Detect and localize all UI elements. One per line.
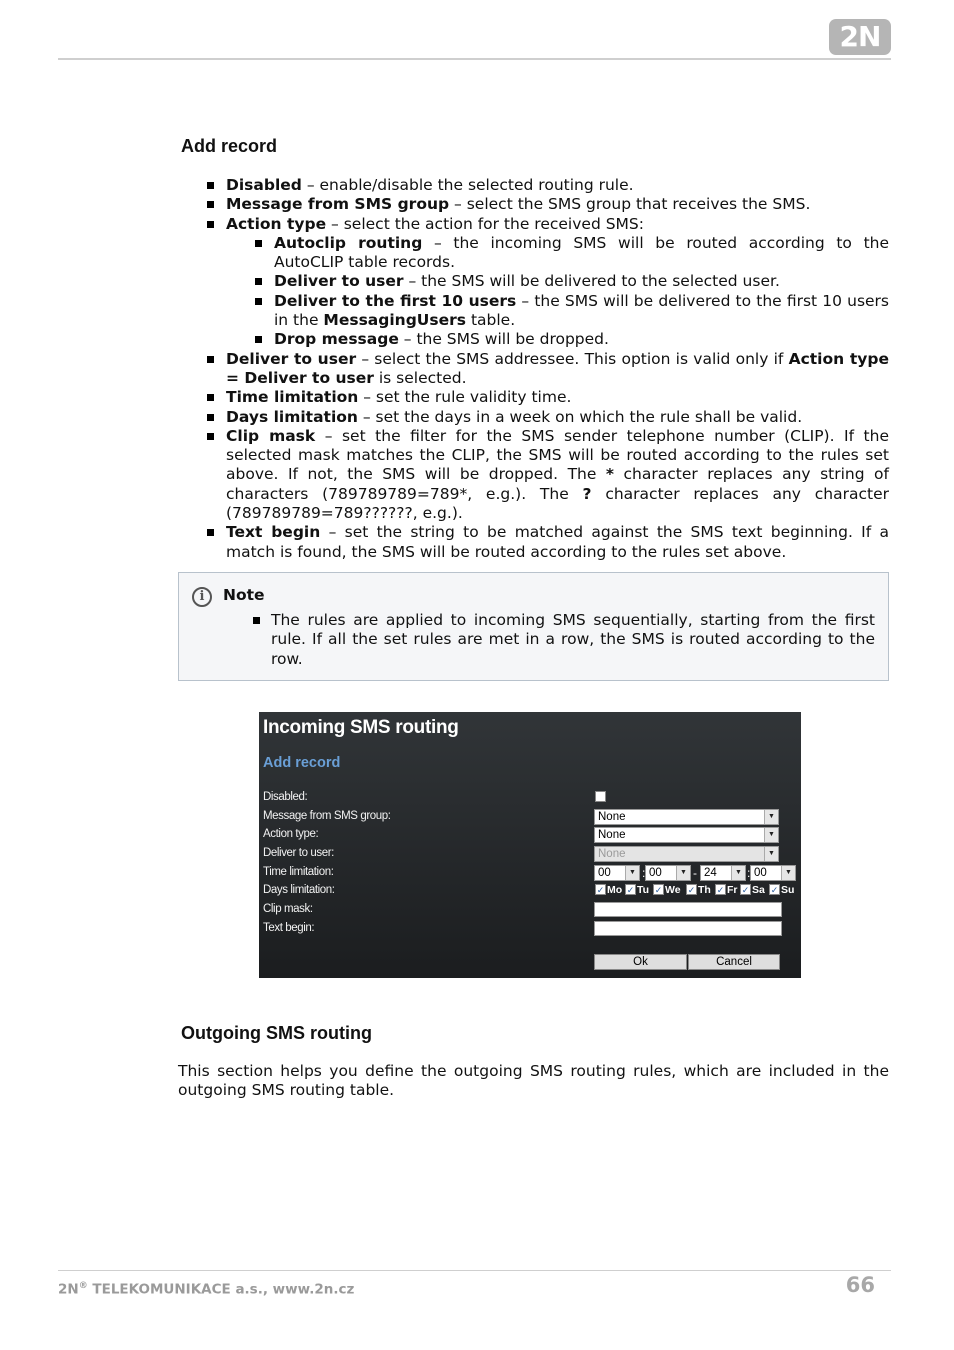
deliver-user-select: None ▼ bbox=[594, 846, 779, 862]
info-icon: i bbox=[192, 587, 212, 607]
time-end-minute-select[interactable]: 00 ▼ bbox=[750, 865, 796, 881]
day-label-mo: Mo bbox=[607, 884, 623, 896]
note-text: The rules are applied to incoming SMS sequentially, starting from the first rule. If all the set rules are met in a row, the SMS is routed according to the row. bbox=[271, 611, 875, 668]
chevron-down-icon: ▼ bbox=[676, 866, 690, 880]
list-item-deliver-to-user: Deliver to user – select the SMS addressee. This option is valid only if Action type = Deliver to user is selected. bbox=[181, 350, 889, 389]
time-colon: : bbox=[642, 866, 646, 880]
clip-mask-input[interactable] bbox=[594, 902, 782, 917]
chevron-down-icon: ▼ bbox=[781, 866, 795, 880]
time-end-hour-select[interactable]: 24 ▼ bbox=[700, 865, 746, 881]
label-days-limitation: Days limitation: bbox=[263, 884, 335, 896]
label-sms-group: Message from SMS group: bbox=[263, 810, 391, 822]
day-checkbox-th[interactable]: ✓ bbox=[687, 885, 696, 895]
field-description-list bbox=[181, 176, 889, 562]
list-item-autoclip: Autoclip routing – the incoming SMS will be routed according to the AutoCLIP table records. bbox=[181, 234, 889, 273]
note-box bbox=[178, 572, 889, 681]
label-time-limitation: Time limitation: bbox=[263, 866, 334, 878]
chevron-down-icon: ▼ bbox=[625, 866, 639, 880]
day-label-sa: Sa bbox=[752, 884, 765, 896]
label-action-type: Action type: bbox=[263, 828, 319, 840]
sms-group-select[interactable]: None ▼ bbox=[594, 809, 779, 825]
panel-subtitle: Add record bbox=[263, 755, 341, 771]
page-number: 66 bbox=[845, 1273, 875, 1297]
chevron-down-icon: ▼ bbox=[764, 828, 778, 842]
day-label-tu: Tu bbox=[637, 884, 650, 896]
chevron-down-icon: ▼ bbox=[764, 847, 778, 861]
list-item-time-limitation: Time limitation – set the rule validity time. bbox=[181, 388, 889, 407]
cancel-button[interactable]: Cancel bbox=[688, 954, 780, 970]
footer-divider bbox=[58, 1270, 891, 1271]
section-title-add-record: Add record bbox=[181, 136, 278, 156]
day-label-th: Th bbox=[698, 884, 711, 896]
ok-button[interactable]: Ok bbox=[594, 954, 687, 970]
time-start-minute-select[interactable]: 00 ▼ bbox=[645, 865, 691, 881]
section-title-outgoing: Outgoing SMS routing bbox=[181, 1023, 372, 1043]
time-dash: - bbox=[693, 866, 697, 880]
disabled-checkbox[interactable] bbox=[595, 791, 606, 802]
list-item-text-begin: Text begin – set the string to be matched against the SMS text beginning. If a match is found, the SMS will be routed according to the rules set above. bbox=[181, 523, 889, 562]
day-checkbox-tu[interactable]: ✓ bbox=[626, 885, 635, 895]
day-checkbox-su[interactable]: ✓ bbox=[770, 885, 779, 895]
chevron-down-icon: ▼ bbox=[764, 810, 778, 824]
time-start-hour-select[interactable]: 00 ▼ bbox=[594, 865, 640, 881]
day-checkbox-fr[interactable]: ✓ bbox=[716, 885, 725, 895]
list-item-deliver-user-action: Deliver to user – the SMS will be delivered to the selected user. bbox=[181, 272, 889, 291]
action-type-select[interactable]: None ▼ bbox=[594, 827, 779, 843]
incoming-sms-routing-screenshot bbox=[259, 712, 801, 978]
label-clip-mask: Clip mask: bbox=[263, 903, 313, 915]
list-item-disabled: Disabled – enable/disable the selected routing rule. bbox=[181, 176, 889, 195]
footer-company: 2N® TELEKOMUNIKACE a.s., www.2n.cz bbox=[58, 1281, 355, 1298]
list-item-message-group: Message from SMS group – select the SMS group that receives the SMS. bbox=[181, 195, 889, 214]
header-divider bbox=[58, 58, 891, 60]
day-label-we: We bbox=[665, 884, 681, 896]
time-colon-2: : bbox=[747, 866, 751, 880]
panel-title: Incoming SMS routing bbox=[263, 717, 459, 738]
label-text-begin: Text begin: bbox=[263, 922, 315, 934]
day-checkbox-mo[interactable]: ✓ bbox=[596, 885, 605, 895]
day-checkbox-sa[interactable]: ✓ bbox=[741, 885, 750, 895]
note-title: Note bbox=[223, 586, 265, 604]
day-checkbox-we[interactable]: ✓ bbox=[654, 885, 663, 895]
text-begin-input[interactable] bbox=[594, 921, 782, 936]
list-item-clip-mask: Clip mask – set the filter for the SMS sender telephone number (CLIP). If the selected mask matches the CLIP, the SMS will be routed according to the rules set above. If not, the SMS will be dropped. The * character replaces any string of characters (789789789=789*, e.g.). The ? character replaces any character (789789789=789??????, e.g.). bbox=[181, 427, 889, 523]
company-logo: 2N bbox=[829, 19, 891, 55]
list-item-drop-message: Drop message – the SMS will be dropped. bbox=[181, 330, 889, 349]
label-deliver-user: Deliver to user: bbox=[263, 847, 334, 859]
chevron-down-icon: ▼ bbox=[731, 866, 745, 880]
list-item-action-type: Action type – select the action for the received SMS: bbox=[181, 215, 889, 234]
list-item-first-10-users: Deliver to the first 10 users – the SMS will be delivered to the first 10 users in the MessagingUsers table. bbox=[181, 292, 889, 331]
outgoing-description: This section helps you define the outgoing SMS routing rules, which are included in the outgoing SMS routing table. bbox=[178, 1062, 889, 1100]
label-disabled: Disabled: bbox=[263, 791, 308, 803]
day-label-fr: Fr bbox=[727, 884, 738, 896]
day-label-su: Su bbox=[781, 884, 795, 896]
list-item-days-limitation: Days limitation – set the days in a week on which the rule shall be valid. bbox=[181, 408, 889, 427]
